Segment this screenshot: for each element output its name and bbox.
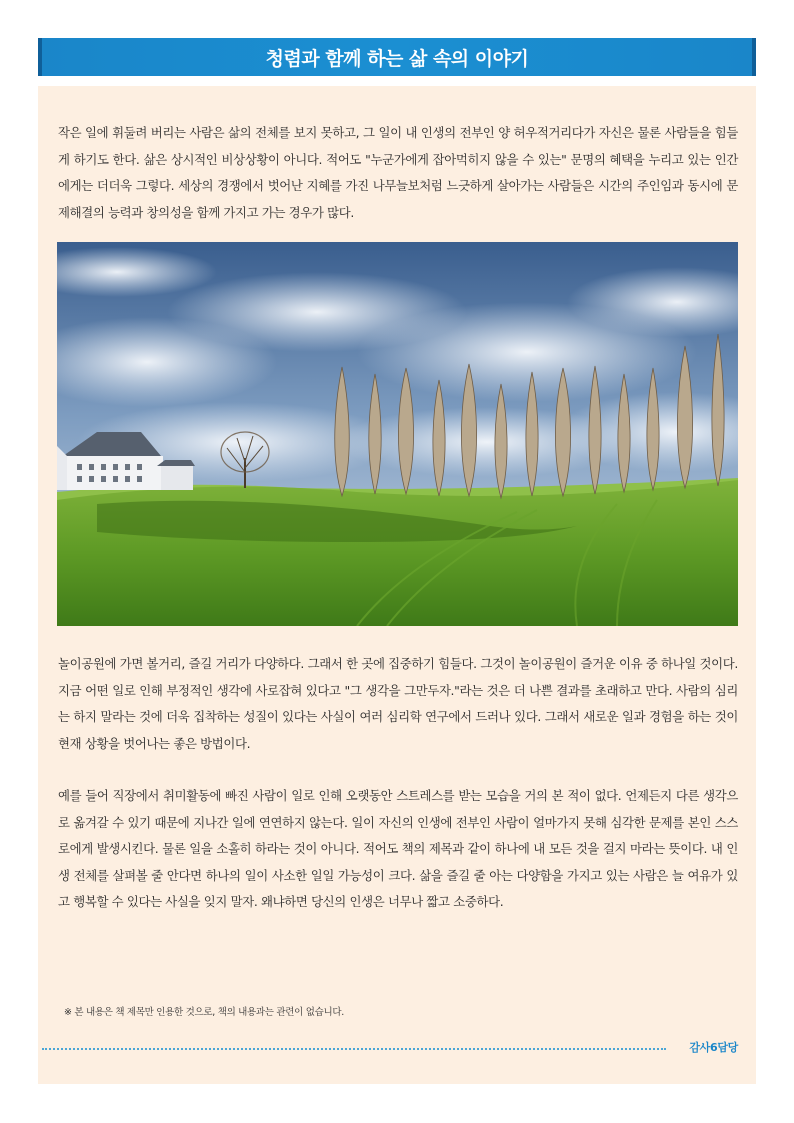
header-bar — [38, 38, 756, 76]
landscape-photo — [57, 242, 738, 626]
content-panel — [38, 86, 756, 1084]
footnote: ※ 본 내용은 책 제목만 인용한 것으로, 책의 내용과는 관련이 없습니다. — [64, 1007, 344, 1018]
department-label: 감사6담당 — [689, 1041, 738, 1054]
paragraph-3: 예를 들어 직장에서 취미활동에 빠진 사람이 일로 인해 오랫동안 스트레스를 받는 모습을 거의 본 적이 없다. 언제든지 다른 생각으로 옮겨갈 수 있기 때문에 지나간 일에 연연하지 않는다. 일이 자신의 인생에 전부인 사람이 얼마가지 못해 심각한 문제를 본인 스스로에게 발생시킨다. 물론 일을 소홀히 하라는 것이 아니다. 적어도 책의 제목과 같이 하나에 내 모든 것을 걸지 마라는 뜻이다. 내 인생 전체를 살펴볼 줄 안다면 하나의 일이 사소한 일일 가능성이 크다. 삶을 즐길 줄 아는 다양함을 가지고 있는 사람은 늘 여유가 있고 행복할 수 있다는 사실을 잊지 말자. 왜냐하면 당신의 인생은 너무나 짧고 소중하다. — [58, 788, 739, 909]
paragraph-2: 놀이공원에 가면 볼거리, 즐길 거리가 다양하다. 그래서 한 곳에 집중하기 힘들다. 그것이 놀이공원이 즐거운 이유 중 하나일 것이다. 지금 어떤 일로 인해 부정적인 생각에 사로잡혀 있다고 "그 생각을 그만두자."라는 것은 더 나쁜 결과를 초래하고 만다. 사람의 심리는 하지 말라는 것에 더욱 집착하는 성질이 있다는 사실이 여러 심리학 연구에서 드러나 있다. 그래서 새로운 일과 경험을 하는 것이 현재 상황을 벗어나는 좋은 방법이다. — [58, 656, 738, 751]
dotted-divider — [42, 1048, 666, 1050]
paragraph-1: 작은 일에 휘둘려 버리는 사람은 삶의 전체를 보지 못하고, 그 일이 내 인생의 전부인 양 허우적거리다가 자신은 물론 사람들을 힘들게 하기도 한다. 삶은 상시적인 비상상황이 아니다. 적어도 "누군가에게 잡아먹히지 않을 수 있는" 문명의 혜택을 누리고 있는 인간에게는 더더욱 그렇다. 세상의 경쟁에서 벗어난 지혜를 가진 나무늘보처럼 느긋하게 살아가는 사람들은 시간의 주인임과 동시에 문제해결의 능력과 창의성을 함께 가지고 가는 경우가 많다. — [58, 125, 738, 220]
page-title: 청렴과 함께 하는 삶 속의 이야기 — [265, 47, 529, 70]
